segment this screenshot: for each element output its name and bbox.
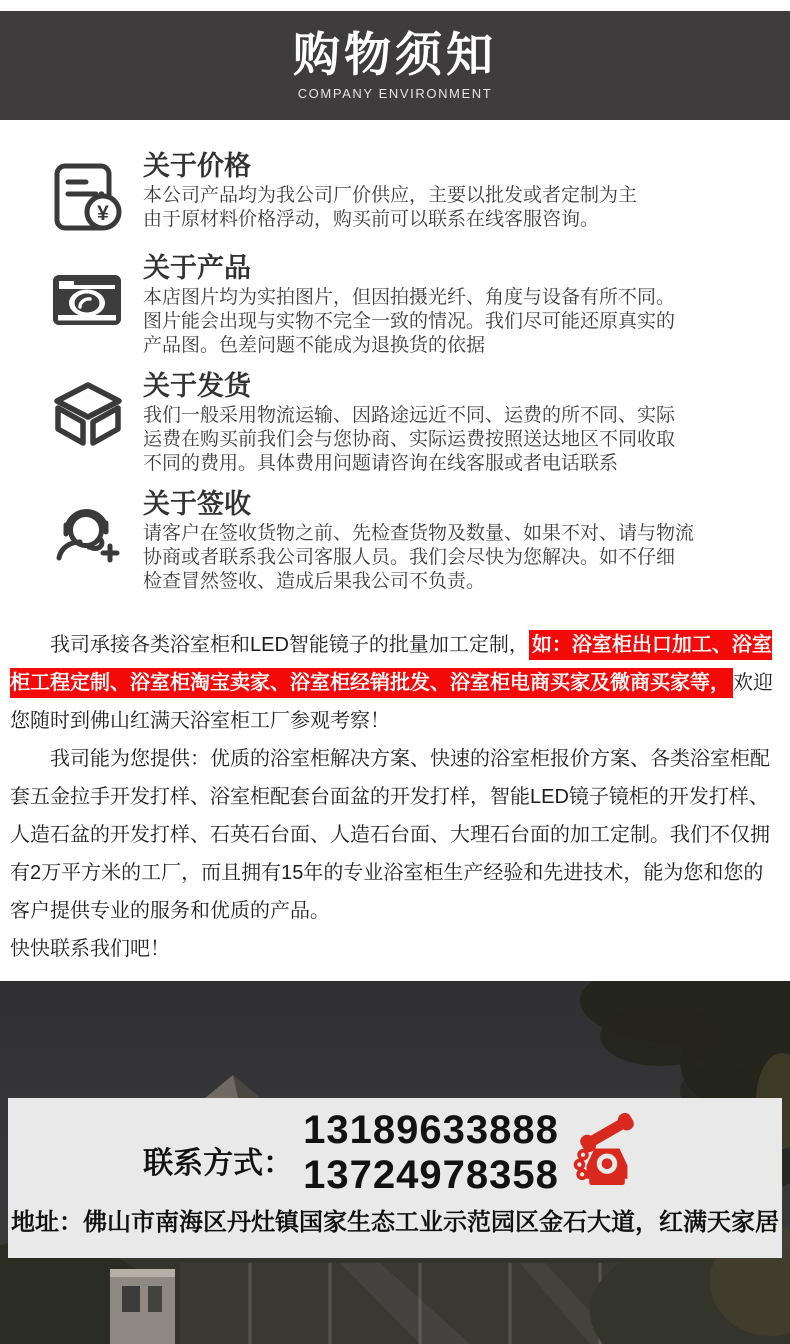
notice-line: 运费在购买前我们会与您协商、实际运费按照送达地区不同收取 [143,429,676,450]
notice-line: 由于原材料价格浮动，购买前可以联系在线客服咨询。 [143,209,600,230]
notice-title: 关于产品 [143,253,251,283]
notice-price [46,148,750,240]
highlighted-text: 如：浴室柜出口加工、浴室柜工程定制、浴室柜淘宝卖家、浴室柜经销批发、浴室柜电商买家及微商买家等， [10,630,772,698]
notice-line: 不同的费用。具体费用问题请咨询在线客服或者电话联系 [143,453,619,474]
page-subtitle: COMPANY ENVIRONMENT [297,86,493,102]
customer-service-icon [46,494,130,578]
intro-paragraph-1 [10,626,780,740]
phone-number-2: 13724978358 [303,1153,559,1198]
notice-line: 产品图。色差问题不能成为退换货的依据 [143,335,486,356]
notice-line: 检查冒然签收、造成后果我公司不负责。 [143,571,486,592]
notice-title: 关于价格 [143,151,251,181]
contact-card [8,1098,782,1258]
footer-photo [0,981,790,1344]
address-line: 地址：佛山市南海区丹灶镇国家生态工业示范园区金石大道，红满天家居 [11,1209,779,1237]
header-banner [0,11,790,120]
contact-row [8,1108,782,1198]
intro-text: 欢迎您随时到佛山红满天浴室柜工厂参观考察！ [10,672,773,732]
notice-line: 请客户在签收货物之前、先检查货物及数量、如果不对、请与物流 [143,523,695,544]
notice-title: 关于发货 [143,371,251,401]
notice-line: 本店图片均为实拍图片，但因拍摄光纤、角度与设备有所不同。 [143,287,676,308]
notice-list [0,120,790,594]
intro-text: 我司承接各类浴室柜和LED智能镜子的批量加工定制， [50,634,529,656]
company-intro [0,604,790,968]
notice-line: 图片能会出现与实物不完全一致的情况。我们尽可能还原真实的 [143,311,676,332]
notice-line: 本公司产品均为我公司厂价供应，主要以批发或者定制为主 [143,185,638,206]
red-telephone-icon [567,1111,647,1195]
package-box-icon [46,376,130,460]
notice-title: 关于签收 [143,489,251,519]
notice-line: 协商或者联系我公司客服人员。我们会尽快为您解决。如不仔细 [143,547,676,568]
notice-line: 我们一般采用物流运输、因路途远近不同、运费的所不同、实际 [143,405,676,426]
phone-numbers [303,1108,559,1198]
notice-product [46,250,750,358]
notice-shipping [46,368,750,476]
contact-label: 联系方式： [143,1147,294,1181]
intro-paragraph-3: 快快联系我们吧！ [10,938,170,960]
phone-number-1: 13189633888 [303,1108,559,1152]
page-title: 购物须知 [293,27,497,81]
camera-icon [46,258,130,342]
intro-paragraph-2: 我司能为您提供：优质的浴室柜解决方案、快速的浴室柜报价方案、各类浴室柜配套五金拉手开发打样、浴室柜配套台面盆的开发打样，智能LED镜子镜柜的开发打样、人造石盆的开发打样、石英石台面、人造石台面、大理石台面的加工定制。我们不仅拥有2万平方米的工厂，而且拥有15年的专业浴室柜生产经验和先进技术，能为您和您的客户提供专业的服务和优质的产品。 [10,748,770,922]
svg-text:¥: ¥ [97,202,109,225]
notice-receipt [46,486,750,594]
receipt-yen-icon [46,156,130,240]
